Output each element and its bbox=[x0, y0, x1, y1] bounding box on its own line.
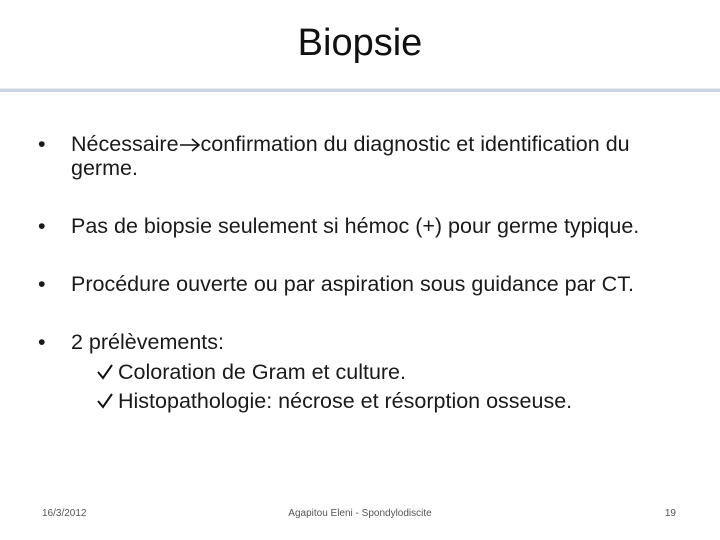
sub-bullet-item bbox=[96, 387, 698, 416]
right-arrow-icon bbox=[179, 137, 201, 153]
bullet-item bbox=[38, 330, 698, 416]
sub-bullet-list bbox=[71, 358, 698, 416]
bullet-text: Pas de biopsie seulement si hémoc (+) pour germe typique. bbox=[71, 214, 640, 238]
bullet-text-after-arrow: confirmation du diagnostic et identification du germe. bbox=[71, 132, 630, 180]
sub-bullet-item bbox=[96, 358, 698, 387]
sub-bullet-text: Histopathologie: nécrose et résorption osseuse. bbox=[118, 389, 573, 413]
sub-bullet-text: Coloration de Gram et culture. bbox=[118, 360, 406, 384]
bullet-dot: • bbox=[38, 272, 46, 296]
bullet-text-before-arrow: Nécessaire bbox=[71, 132, 179, 156]
bullet-item bbox=[38, 132, 698, 180]
bullet-text: Procédure ouverte ou par aspiration sous guidance par CT. bbox=[71, 272, 634, 296]
footer-date: 16/3/2012 bbox=[42, 508, 87, 519]
bullet-dot: • bbox=[38, 330, 46, 354]
check-mark-icon bbox=[96, 392, 114, 410]
check-mark-icon bbox=[96, 363, 114, 381]
bullet-item bbox=[38, 214, 698, 238]
slide-title: Biopsie bbox=[297, 22, 423, 64]
bullet-dot: • bbox=[38, 214, 46, 238]
bullet-list bbox=[38, 132, 698, 450]
bullet-dot: • bbox=[38, 132, 46, 156]
page-number: 19 bbox=[664, 508, 676, 519]
bullet-text: 2 prélèvements: bbox=[71, 330, 224, 354]
bullet-item bbox=[38, 272, 698, 296]
footer-title: Agapitou Eleni - Spondylodiscite bbox=[288, 508, 432, 519]
title-divider bbox=[0, 88, 720, 92]
